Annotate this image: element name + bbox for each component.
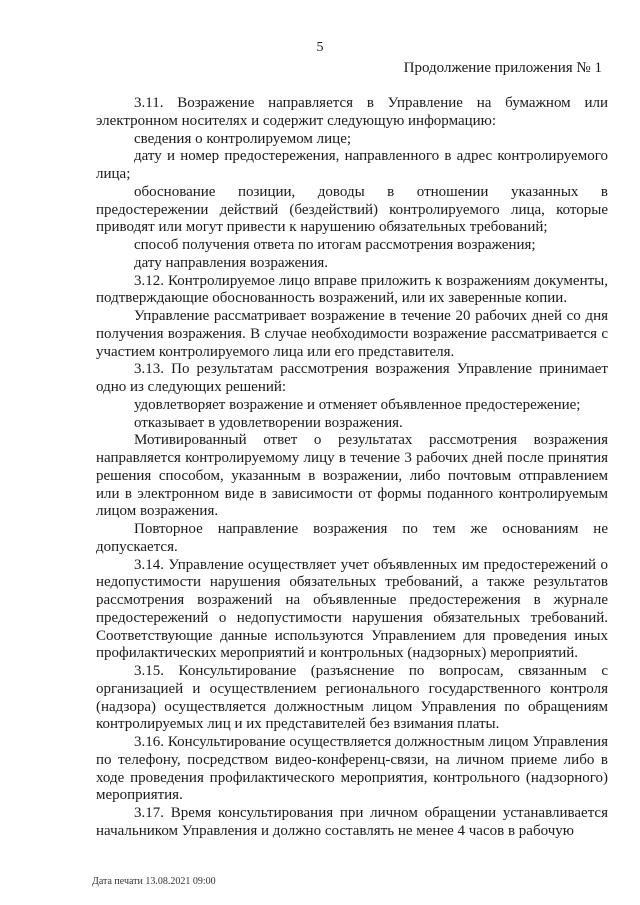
paragraph-3-16: 3.16. Консультирование осуществляется должностным лицом Управления по телефону, посредством видео-конференц-связи, на личном приеме либо в ходе проведения профилактического мероприятия, контрольного (надзорного) мероприятия. <box>96 734 608 804</box>
paragraph-3-12: 3.12. Контролируемое лицо вправе приложить к возражениям документы, подтверждающие обоснованность возражений, или их заверенные копии. <box>96 272 608 307</box>
appendix-continuation-note: Продолжение приложения № 1 <box>403 60 602 76</box>
paragraph-3-15: 3.15. Консультирование (разъяснение по вопросам, связанным с организацией и осуществлением регионального государственного контроля (надзора) осуществляется должностным лицом Управления по обращениям контролируемых лиц и их представителей без взимания платы. <box>96 663 608 733</box>
list-item: дату направления возражения. <box>134 254 329 271</box>
list-item: отказывает в удовлетворении возражения. <box>134 414 403 431</box>
paragraph-3-17: 3.17. Время консультирования при личном обращении устанавливается начальником Управления и должно составлять не менее 4 часов в рабочую <box>96 805 608 839</box>
paragraph-3-11: 3.11. Возражение направляется в Управление на бумажном или электронном носителях и содержит следующую информацию: <box>96 95 608 129</box>
paragraph: Управление рассматривает возражение в течение 20 рабочих дней со дня получения возражения. В случае необходимости возражение рассматривается с участием контролируемого лица или его представителя. <box>96 308 608 360</box>
paragraph-3-14: 3.14. Управление осуществляет учет объявленных им предостережений о недопустимости нарушения обязательных требований, а также результатов рассмотрения возражений на объявленные предостережения в журнале предостережений о недопустимости нарушения обязательных требований. Соответствующие данные используются Управлением для проведения иных профилактических мероприятий и контрольных (надзорных) мероприятий. <box>96 556 608 662</box>
list-item: удовлетворяет возражение и отменяет объявленное предостережение; <box>134 396 581 413</box>
page-number: 5 <box>316 40 324 55</box>
list-item: способ получения ответа по итогам рассмотрения возражения; <box>134 237 536 253</box>
print-date-footer: Дата печати 13.08.2021 09:00 <box>92 876 216 887</box>
list-item: дату и номер предостережения, направленного в адрес контролируемого лица; <box>96 148 608 182</box>
list-item: сведения о контролируемом лице; <box>134 130 352 147</box>
paragraph-3-13: 3.13. По результатам рассмотрения возражения Управление принимает одно из следующих решений: <box>96 361 608 395</box>
document-body <box>96 95 608 841</box>
paragraph: Мотивированный ответ о результатах рассмотрения возражения направляется контролируемому лицу в течение 3 рабочих дней после принятия решения способом, указанным в возражении, либо почтовым отправлением или в электронном виде в зависимости от формы поданного контролируемым лицом возражения. <box>96 432 608 520</box>
paragraph: Повторное направление возражения по тем же основаниям не допускается. <box>96 521 608 555</box>
list-item: обоснование позиции, доводы в отношении указанных в предостережении действий (бездействий) контролируемого лица, которые приводят или могут привести к нарушению обязательных требований; <box>96 183 608 236</box>
